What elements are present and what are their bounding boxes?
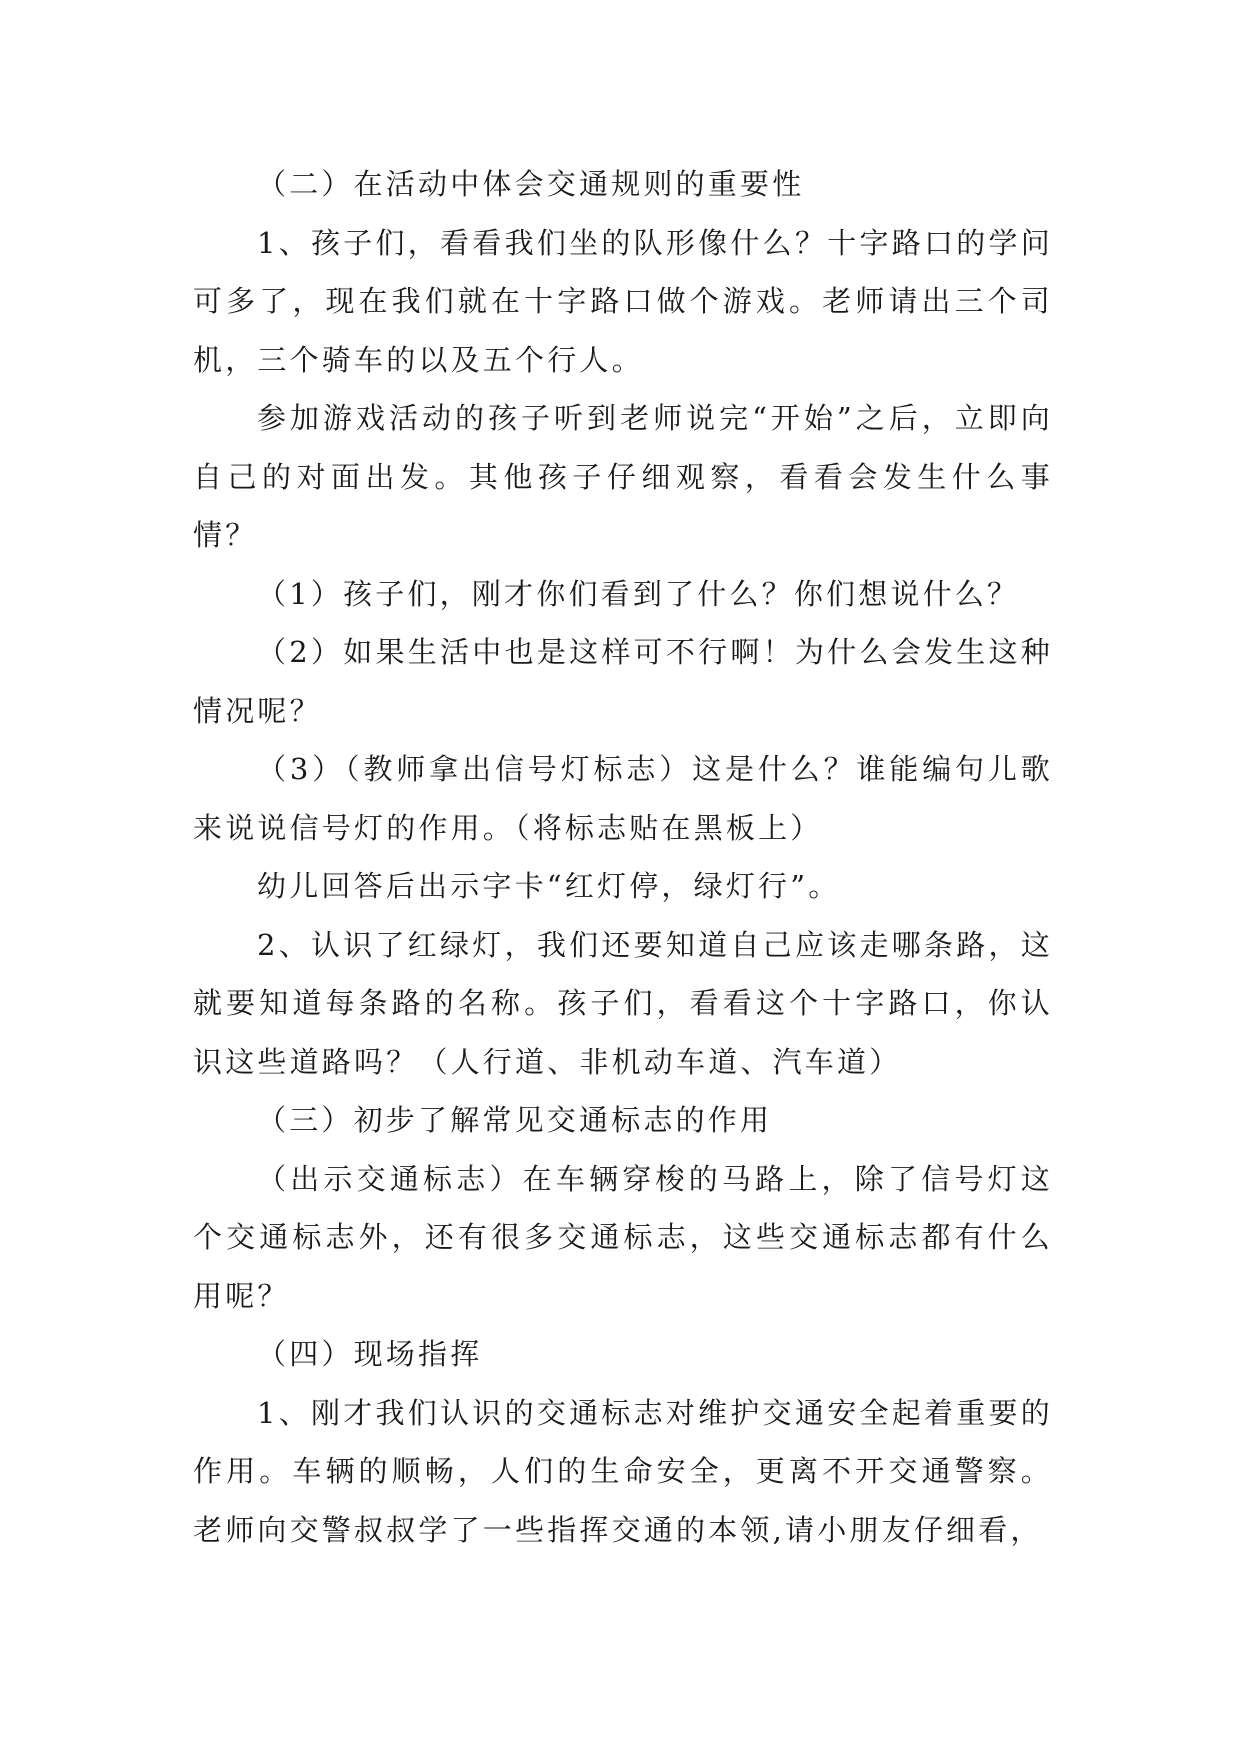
paragraph-game-intro: 1、孩子们，看看我们坐的队形像什么？十字路口的学问可多了，现在我们就在十字路口做个游戏。老师请出三个司机，三个骑车的以及五个行人。 <box>193 225 1053 377</box>
section-heading-4: （四）现场指挥 <box>257 1337 483 1371</box>
paragraph-question-1: （1）孩子们，刚才你们看到了什么？你们想说什么？ <box>257 576 1020 611</box>
paragraph-traffic-signs: （出示交通标志）在车辆穿梭的马路上，除了信号灯这个交通标志外，还有很多交通标志，这些交通标志都有什么用呢？ <box>193 1161 1053 1313</box>
paragraph-question-3: （3）（教师拿出信号灯标志）这是什么？谁能编句儿歌来说说信号灯的作用。（将标志贴在黑板上） <box>193 752 1053 845</box>
paragraph-word-card: 幼儿回答后出示字卡“红灯停，绿灯行”。 <box>257 869 841 903</box>
document-body <box>193 155 1053 1559</box>
paragraph-question-2: （2）如果生活中也是这样可不行啊！为什么会发生这种情况呢？ <box>193 635 1053 728</box>
paragraph-road-names: 2、认识了红绿灯，我们还要知道自己应该走哪条路，这就要知道每条路的名称。孩子们，看看这个十字路口，你认识这些道路吗？（人行道、非机动车道、汽车道） <box>193 927 1053 1079</box>
paragraph-game-rules: 参加游戏活动的孩子听到老师说完“开始”之后，立即向自己的对面出发。其他孩子仔细观察，看看会发生什么事情？ <box>193 401 1053 552</box>
section-heading-2: （二）在活动中体会交通规则的重要性 <box>257 167 805 201</box>
paragraph-traffic-police: 1、刚才我们认识的交通标志对维护交通安全起着重要的作用。车辆的顺畅，人们的生命安全，更离不开交通警察。老师向交警叔叔学了一些指挥交通的本领,请小朋友仔细看， <box>193 1395 1053 1547</box>
section-heading-3: （三）初步了解常见交通标志的作用 <box>257 1103 773 1137</box>
